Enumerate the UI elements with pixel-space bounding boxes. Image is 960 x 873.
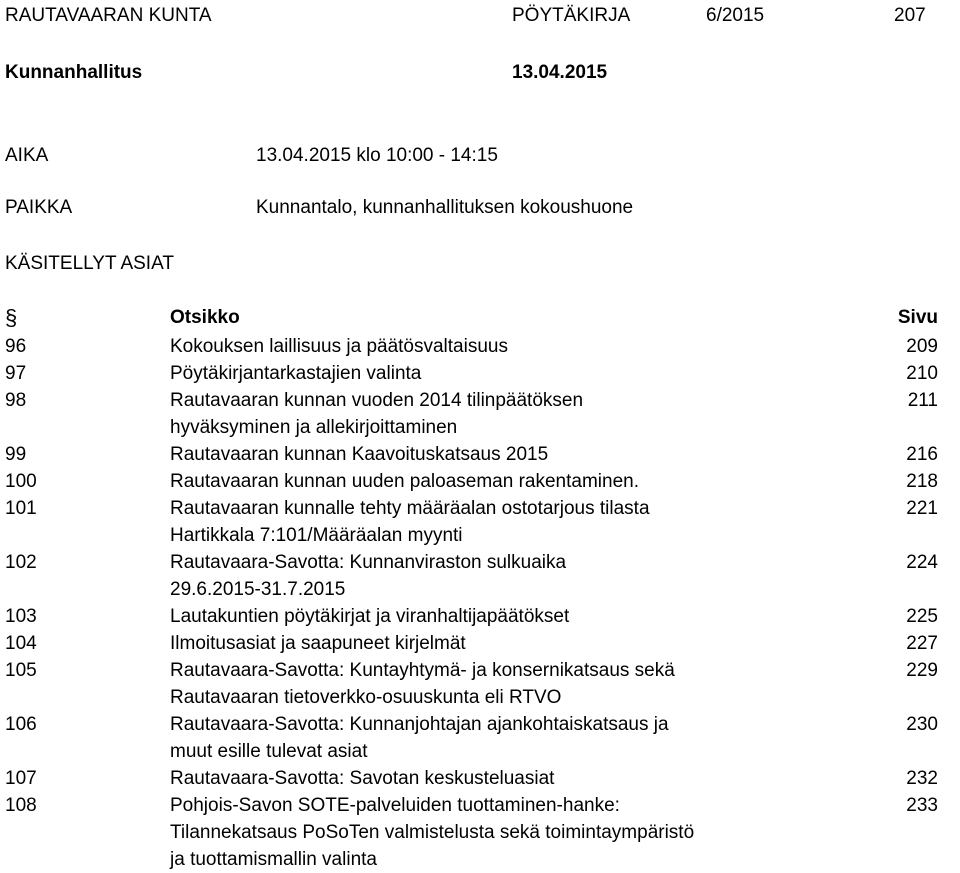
item-title-line: Tilannekatsaus PoSoTen valmistelusta sekä toimintaympäristö [170,822,695,843]
item-title-line: Rautavaaran kunnan Kaavoituskatsaus 2015 [170,444,549,465]
item-title-line: Lautakuntien pöytäkirjat ja viranhaltijapäätökset [170,606,570,627]
item-number: 96 [5,336,27,357]
item-title [170,441,870,468]
item-title [170,765,870,792]
item-title-line: Hartikkala 7:101/Määräalan myynti [170,525,463,546]
table-row [5,549,938,603]
table-row [5,657,938,711]
item-title-line: Rautavaaran tietoverkko-osuuskunta eli RTVO [170,687,562,708]
item-page: 227 [906,633,938,654]
item-title-line: Rautavaara-Savotta: Kunnanviraston sulkuaika [170,552,567,573]
item-title-line: Kokouksen laillisuus ja päätösvaltaisuus [170,336,508,357]
page-number: 207 [894,5,926,26]
item-title [170,549,870,603]
item-page: 221 [906,498,938,519]
municipality-name: RAUTAVAARAN KUNTA [5,5,212,26]
item-title [170,333,870,360]
item-title-line: Rautavaaran kunnalle tehty määräalan ostotarjous tilasta [170,498,650,519]
item-number: 102 [5,552,37,573]
table-row [5,360,938,387]
item-title-line: Rautavaara-Savotta: Savotan keskusteluasiat [170,768,555,789]
item-title-line: hyväksyminen ja allekirjoittaminen [170,417,458,438]
place-label: PAIKKA [5,197,73,218]
table-header-row [5,304,938,333]
item-title-line: Pohjois-Savon SOTE-palveluiden tuottaminen-hanke: [170,795,620,816]
item-page: 229 [906,660,938,681]
item-number: 106 [5,714,37,735]
item-page: 210 [906,363,938,384]
section-title: KÄSITELLYT ASIAT [5,253,174,274]
item-title-line: Ilmoitusasiat ja saapuneet kirjelmät [170,633,466,654]
table-row [5,441,938,468]
item-title [170,468,870,495]
table-row [5,468,938,495]
item-title [170,360,870,387]
item-title-line: Rautavaaran kunnan vuoden 2014 tilinpäätöksen [170,390,584,411]
item-page: 224 [906,552,938,573]
item-title [170,603,870,630]
table-row [5,765,938,792]
item-title [170,630,870,657]
place-value: Kunnantalo, kunnanhallituksen kokoushuone [256,197,634,218]
document-type: PÖYTÄKIRJA [512,5,631,26]
item-page: 211 [907,390,938,411]
item-page: 225 [906,606,938,627]
table-row [5,387,938,441]
item-title [170,711,870,765]
item-title-line: 29.6.2015-31.7.2015 [170,579,346,600]
item-title-line: Rautavaara-Savotta: Kunnanjohtajan ajankohtaiskatsaus ja [170,714,669,735]
document-number: 6/2015 [706,5,765,26]
item-number: 108 [5,795,37,816]
item-page: 230 [906,714,938,735]
item-page: 218 [906,471,938,492]
item-title [170,387,870,441]
item-title-line: Pöytäkirjantarkastajien valinta [170,363,422,384]
item-page: 233 [906,795,938,816]
item-title [170,792,870,873]
item-number: 100 [5,471,37,492]
item-number: 104 [5,633,37,654]
item-title [170,495,870,549]
item-page: 232 [906,768,938,789]
item-title-line: Rautavaara-Savotta: Kuntayhtymä- ja konsernikatsaus sekä [170,660,675,681]
item-number: 99 [5,444,27,465]
item-number: 107 [5,768,37,789]
item-number: 103 [5,606,37,627]
item-title-line: muut esille tulevat asiat [170,741,368,762]
item-title-line: Rautavaaran kunnan uuden paloaseman rakentaminen. [170,471,639,492]
table-row [5,603,938,630]
table-row [5,792,938,873]
item-title [170,657,870,711]
item-page: 209 [906,336,938,357]
section-symbol-icon: § [5,305,18,330]
time-value: 13.04.2015 klo 10:00 - 14:15 [256,145,498,166]
time-label: AIKA [5,145,49,166]
item-number: 97 [5,363,27,384]
column-header-title: Otsikko [170,307,240,328]
item-number: 105 [5,660,37,681]
item-title-line: ja tuottamismallin valinta [170,849,377,870]
governing-body: Kunnanhallitus [5,62,143,83]
item-number: 98 [5,390,27,411]
table-row [5,630,938,657]
meeting-date: 13.04.2015 [512,62,608,83]
item-number: 101 [5,498,37,519]
table-row [5,333,938,360]
items-table-body [5,304,938,873]
table-row [5,711,938,765]
table-row [5,495,938,549]
items-table [5,304,938,873]
column-header-page: Sivu [897,307,938,328]
item-page: 216 [906,444,938,465]
